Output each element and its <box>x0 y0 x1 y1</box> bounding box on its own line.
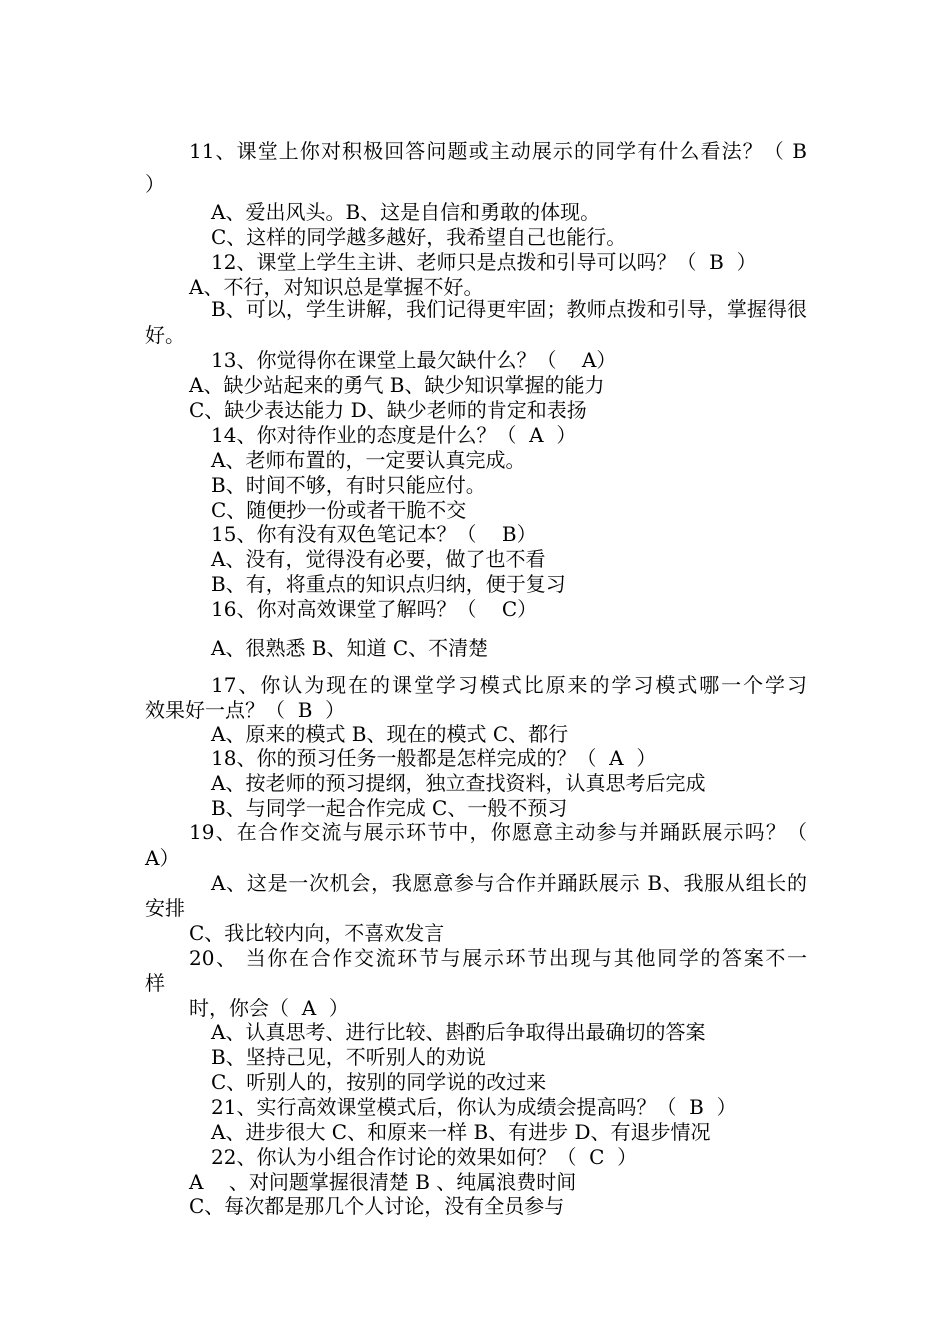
text-line: 14、你对待作业的态度是什么？（ A ） <box>211 423 577 447</box>
text-line: A） <box>145 846 180 870</box>
text-line: B、时间不够，有时只能应付。 <box>211 473 486 497</box>
text-line: C、我比较内向，不喜欢发言 <box>189 921 445 945</box>
text-line: A、按老师的预习提纲，独立查找资料，认真思考后完成 <box>211 771 706 795</box>
text-line: 时，你会（ A ） <box>189 996 349 1020</box>
text-line: A、这是一次机会，我愿意参与合作并踊跃展示 B、我服从组长的 <box>211 871 807 895</box>
text-line: 11、课堂上你对积极回答问题或主动展示的同学有什么看法？（ B <box>189 139 807 163</box>
text-line: B、坚持己见，不听别人的劝说 <box>211 1045 486 1069</box>
text-line: A、不行，对知识总是掌握不好。 <box>189 275 484 299</box>
text-line: C、缺少表达能力 D、缺少老师的肯定和表扬 <box>189 398 587 422</box>
text-line: 安排 <box>145 896 185 920</box>
text-line: B、有，将重点的知识点归纳，便于复习 <box>211 572 566 596</box>
text-line: A、没有，觉得没有必要，做了也不看 <box>211 547 546 571</box>
text-line: A、原来的模式 B、现在的模式 C、都行 <box>211 722 569 746</box>
text-line: 效果好一点？（ B ） <box>145 698 346 722</box>
text-line: 21、实行高效课堂模式后，你认为成绩会提高吗？（ B ） <box>211 1095 737 1119</box>
text-line: 17、你认为现在的课堂学习模式比原来的学习模式哪一个学习 <box>211 673 807 697</box>
text-line: B、可以，学生讲解，我们记得更牢固；教师点拨和引导，掌握得很 <box>211 297 807 321</box>
text-line: ） <box>145 172 165 196</box>
text-line: C、这样的同学越多越好，我希望自己也能行。 <box>211 225 627 249</box>
text-line: 22、你认为小组合作讨论的效果如何？（ C ） <box>211 1145 638 1169</box>
text-line: 好。 <box>145 323 185 347</box>
text-line: 16、你对高效课堂了解吗？（ C） <box>211 597 538 621</box>
text-line: C、听别人的，按别的同学说的改过来 <box>211 1070 547 1094</box>
text-line: A、认真思考、进行比较、斟酌后争取得出最确切的答案 <box>211 1020 706 1044</box>
text-line: 15、你有没有双色笔记本？（ B） <box>211 522 537 546</box>
text-line: A、缺少站起来的勇气 B、缺少知识掌握的能力 <box>189 373 605 397</box>
text-line: B、与同学一起合作完成 C、一般不预习 <box>211 796 568 820</box>
text-line: C、每次都是那几个人讨论，没有全员参与 <box>189 1194 565 1218</box>
text-line: 18、你的预习任务一般都是怎样完成的？（ A ） <box>211 746 657 770</box>
text-line: 样 <box>145 971 165 995</box>
text-line: C、随便抄一份或者干脆不交 <box>211 498 467 522</box>
text-line: A 、对问题掌握很清楚 B 、纯属浪费时间 <box>189 1170 577 1194</box>
text-line: A、老师布置的，一定要认真完成。 <box>211 448 526 472</box>
text-line: A、很熟悉 B、知道 C、不清楚 <box>211 636 489 660</box>
text-line: A、爱出风头。B、这是自信和勇敢的体现。 <box>211 200 601 224</box>
text-line: 20、 当你在合作交流环节与展示环节出现与其他同学的答案不一 <box>189 946 807 970</box>
text-line: 19、在合作交流与展示环节中，你愿意主动参与并踊跃展示吗？（ <box>189 820 807 844</box>
text-line: 13、你觉得你在课堂上最欠缺什么？（ A） <box>211 348 617 372</box>
text-line: A、进步很大 C、和原来一样 B、有进步 D、有退步情况 <box>211 1120 711 1144</box>
text-line: 12、课堂上学生主讲、老师只是点拨和引导可以吗？（ B ） <box>211 250 757 274</box>
